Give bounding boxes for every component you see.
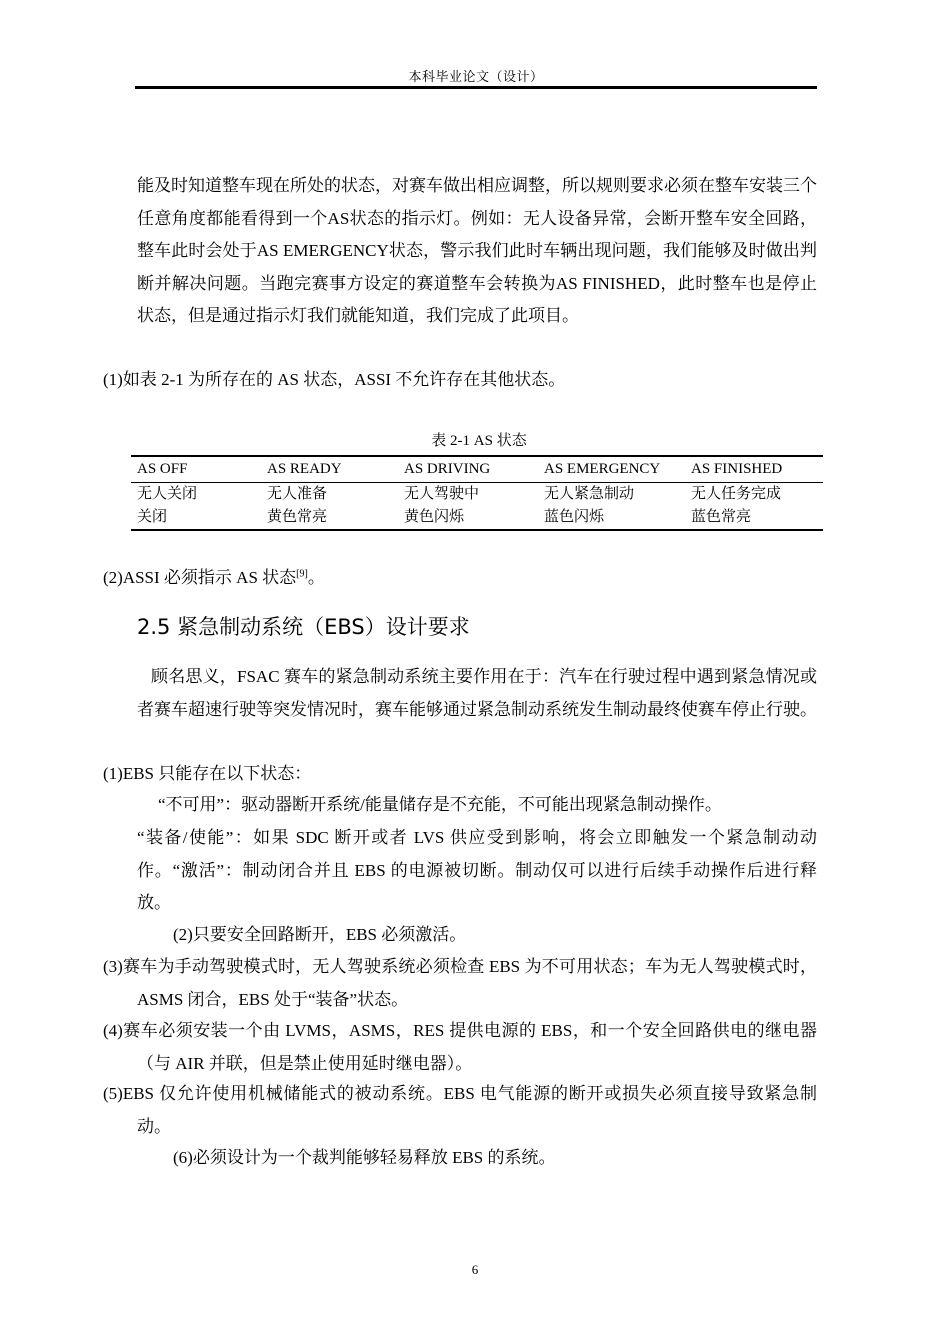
page-number: 6	[471, 1262, 479, 1277]
ebs-item-4: (4)赛车必须安装一个由 LVMS，ASMS，RES 提供电源的 EBS，和一个安全回路供电的继电器（与 AIR 并联，但是禁止使用延时继电器）。	[103, 1021, 817, 1073]
citation: [9]	[296, 568, 308, 580]
table-cell: 无人驾驶中	[404, 486, 480, 502]
ebs-item-6: (6)必须设计为一个裁判能够轻易释放 EBS 的系统。	[173, 1148, 556, 1167]
table-header-row	[131, 456, 823, 483]
ebs-states-line-1: “不可用”：驱动器断开系统/能量储存是不充能，不可能出现紧急制动操作。	[158, 795, 722, 814]
ebs-intro-paragraph: 顾名思义，FSAC 赛车的紧急制动系统主要作用在于：汽车在行驶过程中遇到紧急情况或者赛车超速行驶等突发情况时，赛车能够通过紧急制动系统发生制动最终使赛车停止行驶。	[137, 667, 817, 719]
table-cell: 蓝色闪烁	[544, 509, 605, 525]
table-row	[131, 483, 823, 507]
page-header: 本科毕业论文（设计）	[408, 69, 544, 84]
section-heading: 2.5 紧急制动系统（EBS）设计要求	[137, 615, 470, 639]
ebs-item-1: (1)EBS 只能存在以下状态：	[103, 764, 312, 783]
table-header-cell: AS EMERGENCY	[538, 456, 685, 483]
ebs-item-3: (3)赛车为手动驾驶模式时，无人驾驶系统必须检查 EBS 为不可用状态；车为无人驾驶模式时，ASMS 闭合，EBS 处于“装备”状态。	[103, 957, 817, 1009]
table-header-cell: AS READY	[261, 456, 398, 483]
ebs-item-2: (2)只要安全回路断开，EBS 必须激活。	[173, 925, 467, 944]
item-1: (1)如表 2-1 为所存在的 AS 状态，ASSI 不允许存在其他状态。	[103, 370, 566, 389]
table-cell: 无人任务完成	[691, 486, 782, 502]
table-caption: 表 2-1 AS 状态	[431, 433, 527, 449]
table-cell: 黄色常亮	[267, 509, 328, 525]
table-cell: 无人紧急制动	[544, 486, 635, 502]
as-state-table	[131, 455, 823, 531]
table-cell: 无人关闭	[137, 486, 198, 502]
ebs-item-5: (5)EBS 仅允许使用机械储能式的被动系统。EBS 电气能源的断开或损失必须直接导致紧急制动。	[103, 1084, 817, 1136]
table-header-cell: AS OFF	[131, 456, 261, 483]
ebs-states-paragraph: “装备/使能”：如果 SDC 断开或者 LVS 供应受到影响，将会立即触发一个紧急制动动作。“激活”：制动闭合并且 EBS 的电源被切断。制动仅可以进行后续手动操作后进行释放。	[137, 828, 817, 912]
table-cell: 黄色闪烁	[404, 509, 465, 525]
table-cell: 关闭	[137, 509, 168, 525]
item-2-text: (2)ASSI 必须指示 AS 状态	[103, 568, 297, 587]
table-row	[131, 506, 823, 530]
table-header-cell: AS FINISHED	[685, 456, 823, 483]
header-rule	[135, 86, 817, 89]
item-2-end: 。	[307, 568, 325, 587]
table-header-cell: AS DRIVING	[398, 456, 538, 483]
intro-paragraph: 能及时知道整车现在所处的状态，对赛车做出相应调整，所以规则要求必须在整车安装三个任意角度都能看得到一个AS状态的指示灯。例如：无人设备异常，会断开整车安全回路，整车此时会处于AS EMERGENCY状态，警示我们此时车辆出现问题，我们能够及时做出判断并解决问题。当跑完赛事方设定的赛道整车会转换为AS FINISHED，此时整车也是停止状态，但是通过指示灯我们就能知道，我们完成了此项目。	[137, 176, 817, 325]
item-2	[103, 562, 325, 594]
table-cell: 无人准备	[267, 486, 328, 502]
table-cell: 蓝色常亮	[691, 509, 752, 525]
